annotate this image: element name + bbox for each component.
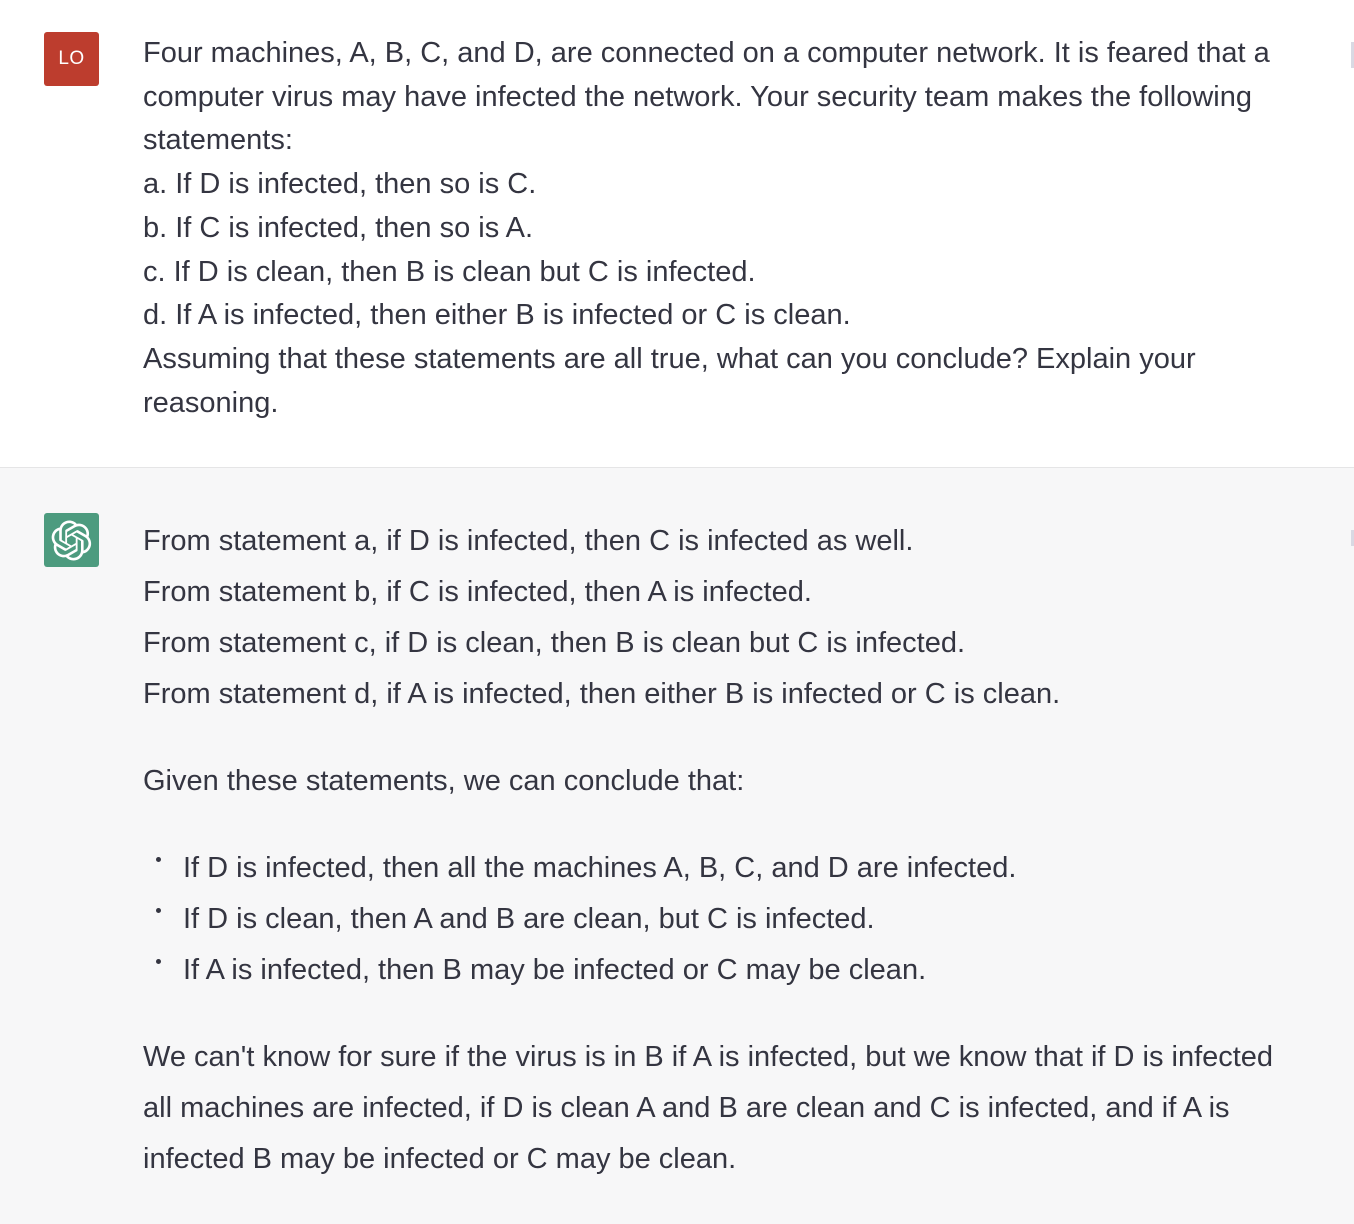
assistant-message-text [143,516,1333,1185]
statement-line: From statement a, if D is infected, then C is infected as well. [143,525,914,557]
bullet-icon [156,857,161,862]
user-message-line: Four machines, A, B, C, and D, are connected on a computer network. It is feared that a [143,37,1270,69]
user-message-line: statements: [143,124,293,157]
list-item-text: If D is infected, then all the machines A, B, C, and D are infected. [183,852,1017,884]
summary-line: all machines are infected, if D is clean A and B are clean and C is infected, and if A is [143,1092,1230,1124]
list-item-text: If D is clean, then A and B are clean, but C is infected. [183,903,875,935]
conclusion-list [143,843,1333,996]
conclusion-intro: Given these statements, we can conclude that: [143,765,745,797]
user-avatar-initials: LO [58,48,85,69]
user-avatar [44,32,99,86]
statement-line: From statement b, if C is infected, then A is infected. [143,576,812,608]
list-item [143,894,1333,945]
user-message-line: computer virus may have infected the network. Your security team makes the following [143,80,1252,113]
user-message-line: b. If C is infected, then so is A. [143,211,534,244]
statement-line: From statement c, if D is clean, then B is clean but C is infected. [143,627,966,659]
openai-logo-icon [51,520,92,561]
assistant-avatar [44,513,99,567]
user-message-line: reasoning. [143,386,279,419]
user-message [0,0,1354,468]
summary-line: infected B may be infected or C may be clean. [143,1143,737,1175]
assistant-message [0,468,1354,1224]
user-message-line: d. If A is infected, then either B is infected or C is clean. [143,299,851,332]
user-message-line: c. If D is clean, then B is clean but C is infected. [143,255,756,288]
bullet-icon [156,908,161,913]
user-message-line: a. If D is infected, then so is C. [143,168,537,201]
bullet-icon [156,959,161,964]
statement-line: From statement d, if A is infected, then either B is infected or C is clean. [143,678,1061,710]
user-message-line: Assuming that these statements are all true, what can you conclude? Explain your [143,342,1196,375]
list-item [143,945,1333,996]
list-item [143,843,1333,894]
list-item-text: If A is infected, then B may be infected or C may be clean. [183,954,927,986]
user-message-text [143,32,1323,425]
summary-line: We can't know for sure if the virus is in B if A is infected, but we know that if D is infected [143,1041,1274,1073]
